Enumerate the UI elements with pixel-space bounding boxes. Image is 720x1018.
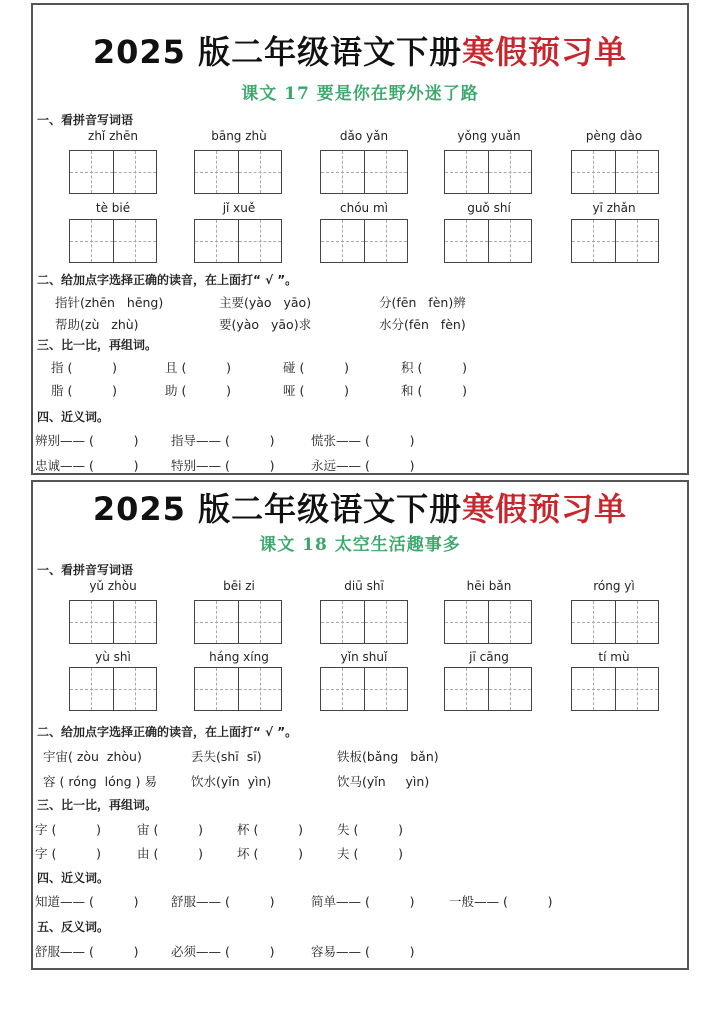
- synonym-item[interactable]: 指导—— ( ): [171, 433, 275, 448]
- writing-grid[interactable]: [571, 219, 659, 263]
- writing-grid[interactable]: [194, 600, 282, 644]
- writing-grid[interactable]: [320, 667, 408, 711]
- section-pronunciation-heading: 二、给加点字选择正确的读音，在上面打“ √ ”。: [37, 725, 298, 739]
- compare-item[interactable]: 碰 ( ): [283, 360, 349, 375]
- section-pronunciation-heading: 二、给加点字选择正确的读音，在上面打“ √ ”。: [37, 273, 298, 287]
- pinyin-label: chóu mì: [340, 201, 388, 215]
- section-synonym-heading: 四、近义词。: [37, 871, 110, 885]
- pinyin-label: bāng zhù: [211, 129, 267, 143]
- compare-item[interactable]: 由 ( ): [137, 846, 203, 861]
- pronunciation-item[interactable]: 要(yào yāo)求: [219, 317, 312, 332]
- writing-grid[interactable]: [69, 600, 157, 644]
- writing-grid[interactable]: [444, 667, 532, 711]
- pinyin-label: yù shì: [95, 650, 131, 664]
- writing-grid[interactable]: [69, 667, 157, 711]
- writing-grid[interactable]: [444, 150, 532, 194]
- writing-grid[interactable]: [571, 150, 659, 194]
- pronunciation-item[interactable]: 铁板(bǎng bǎn): [337, 749, 439, 764]
- writing-grid[interactable]: [320, 219, 408, 263]
- pronunciation-item[interactable]: 容 ( róng lóng ) 易: [43, 774, 157, 789]
- compare-item[interactable]: 指 ( ): [51, 360, 117, 375]
- title-black-part: 2025 版二年级语文下册: [92, 33, 463, 71]
- pinyin-label: guǒ shí: [467, 201, 511, 215]
- pinyin-label: jǐ xuě: [222, 201, 256, 215]
- pinyin-label: jī cāng: [469, 650, 509, 664]
- writing-grid[interactable]: [571, 600, 659, 644]
- pronunciation-item[interactable]: 分(fēn fèn)辨: [379, 295, 466, 310]
- pinyin-label: dǎo yǎn: [339, 129, 389, 143]
- compare-item[interactable]: 失 ( ): [337, 822, 403, 837]
- compare-item[interactable]: 字 ( ): [35, 846, 101, 861]
- pronunciation-item[interactable]: 饮马(yǐn yìn): [337, 774, 430, 789]
- antonym-item[interactable]: 容易—— ( ): [311, 944, 415, 959]
- title-black-part: 2025 版二年级语文下册: [92, 490, 463, 528]
- compare-item[interactable]: 坏 ( ): [237, 846, 303, 861]
- pinyin-label: róng yì: [593, 579, 635, 593]
- writing-grid[interactable]: [194, 150, 282, 194]
- pronunciation-item[interactable]: 宇宙( zòu zhòu): [43, 749, 142, 764]
- synonym-item[interactable]: 永远—— ( ): [311, 458, 415, 473]
- section-antonym-heading: 五、反义词。: [37, 920, 110, 934]
- worksheet-lesson-17: [31, 3, 689, 475]
- writing-grid[interactable]: [571, 667, 659, 711]
- pronunciation-item[interactable]: 指针(zhēn hēng): [55, 295, 164, 310]
- writing-grid[interactable]: [320, 600, 408, 644]
- pronunciation-item[interactable]: 水分(fēn fèn): [379, 317, 466, 332]
- compare-item[interactable]: 杯 ( ): [237, 822, 303, 837]
- pinyin-label: pèng dào: [585, 129, 643, 143]
- pinyin-label: tè bié: [95, 201, 131, 215]
- section-compare-heading: 三、比一比，再组词。: [37, 338, 158, 352]
- compare-item[interactable]: 助 ( ): [165, 383, 231, 398]
- section-compare-heading: 三、比一比，再组词。: [37, 798, 158, 812]
- worksheet-title: [33, 484, 687, 530]
- section-synonym-heading: 四、近义词。: [37, 410, 110, 424]
- compare-item[interactable]: 和 ( ): [401, 383, 467, 398]
- writing-grid[interactable]: [69, 219, 157, 263]
- pinyin-label: yī zhǎn: [592, 201, 636, 215]
- worksheet-title: [33, 27, 687, 73]
- synonym-item[interactable]: 知道—— ( ): [35, 894, 139, 909]
- compare-item[interactable]: 且 ( ): [165, 360, 231, 375]
- writing-grid[interactable]: [194, 667, 282, 711]
- pinyin-label: tí mù: [598, 650, 630, 664]
- pronunciation-item[interactable]: 帮助(zù zhù): [55, 317, 139, 332]
- compare-item[interactable]: 字 ( ): [35, 822, 101, 837]
- lesson-title: 课文 18 太空生活趣事多: [259, 535, 461, 555]
- section-pinyin-heading: 一、看拼音写词语: [37, 113, 134, 127]
- lesson-title: 课文 17 要是你在野外迷了路: [241, 84, 479, 104]
- pronunciation-item[interactable]: 丢失(shī sī): [191, 749, 262, 764]
- compare-item[interactable]: 积 ( ): [401, 360, 467, 375]
- compare-item[interactable]: 夫 ( ): [337, 846, 403, 861]
- writing-grid[interactable]: [444, 219, 532, 263]
- synonym-item[interactable]: 舒服—— ( ): [171, 894, 275, 909]
- synonym-item[interactable]: 简单—— ( ): [311, 894, 415, 909]
- title-red-part: 寒假预习单: [462, 490, 628, 528]
- compare-item[interactable]: 宙 ( ): [137, 822, 203, 837]
- compare-item[interactable]: 哑 ( ): [283, 383, 349, 398]
- synonym-item[interactable]: 忠诚—— ( ): [35, 458, 139, 473]
- writing-grid[interactable]: [444, 600, 532, 644]
- pinyin-label: yǔ zhòu: [89, 579, 137, 593]
- synonym-item[interactable]: 一般—— ( ): [449, 894, 553, 909]
- synonym-item[interactable]: 辨别—— ( ): [35, 433, 139, 448]
- antonym-item[interactable]: 必须—— ( ): [171, 944, 275, 959]
- worksheet-lesson-18: [31, 480, 689, 970]
- synonym-item[interactable]: 特别—— ( ): [171, 458, 275, 473]
- writing-grid[interactable]: [69, 150, 157, 194]
- writing-grid[interactable]: [194, 219, 282, 263]
- pinyin-label: yǒng yuǎn: [457, 129, 521, 143]
- compare-item[interactable]: 脂 ( ): [51, 383, 117, 398]
- pinyin-label: diū shī: [344, 579, 384, 593]
- antonym-item[interactable]: 舒服—— ( ): [35, 944, 139, 959]
- title-red-part: 寒假预习单: [462, 33, 628, 71]
- pinyin-label: hēi bǎn: [466, 579, 512, 593]
- pinyin-label: yǐn shuǐ: [340, 650, 388, 664]
- synonym-item[interactable]: 慌张—— ( ): [311, 433, 415, 448]
- pinyin-label: háng xíng: [209, 650, 269, 664]
- pronunciation-item[interactable]: 主要(yào yāo): [219, 295, 312, 310]
- section-pinyin-heading: 一、看拼音写词语: [37, 563, 134, 577]
- pinyin-label: bēi zi: [223, 579, 255, 593]
- pinyin-label: zhǐ zhēn: [88, 129, 138, 143]
- writing-grid[interactable]: [320, 150, 408, 194]
- pronunciation-item[interactable]: 饮水(yǐn yìn): [191, 774, 272, 789]
